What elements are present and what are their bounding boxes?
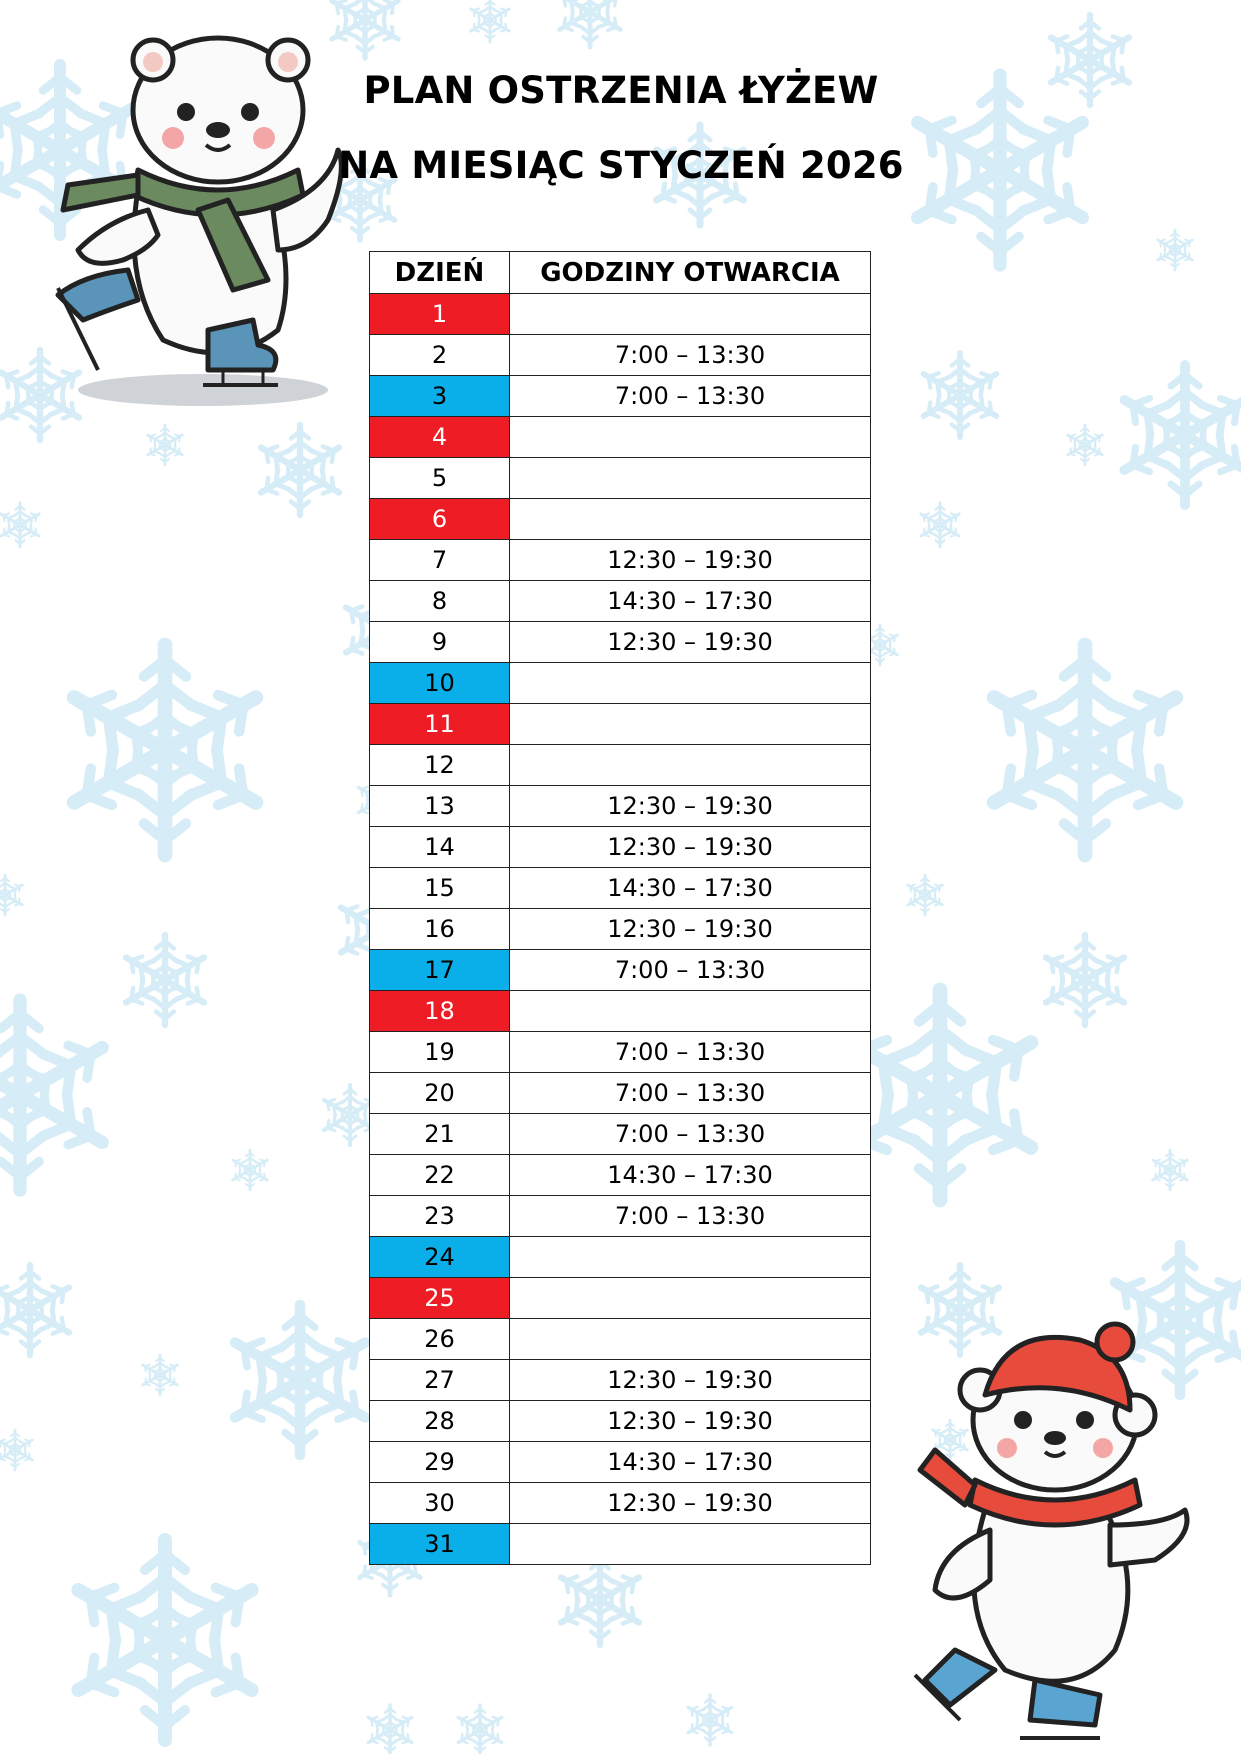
day-cell: 20 [370, 1073, 510, 1114]
day-cell: 12 [370, 745, 510, 786]
table-row [370, 1401, 871, 1442]
day-cell: 16 [370, 909, 510, 950]
table-row [370, 540, 871, 581]
day-cell: 30 [370, 1483, 510, 1524]
hours-cell [510, 663, 871, 704]
table-row [370, 458, 871, 499]
table-row [370, 294, 871, 335]
day-cell: 27 [370, 1360, 510, 1401]
day-cell: 29 [370, 1442, 510, 1483]
table-row [370, 499, 871, 540]
table-header-row [370, 252, 871, 294]
day-cell: 26 [370, 1319, 510, 1360]
day-cell: 13 [370, 786, 510, 827]
snowflake-icon [905, 75, 1094, 265]
day-cell: 14 [370, 827, 510, 868]
snowflake-icon [0, 1430, 35, 1470]
hours-cell [510, 1278, 871, 1319]
hours-cell [510, 1524, 871, 1565]
hours-cell: 12:30 – 19:30 [510, 909, 871, 950]
table-row [370, 335, 871, 376]
day-cell: 15 [370, 868, 510, 909]
day-cell: 1 [370, 294, 510, 335]
snowflake-icon [255, 425, 345, 515]
table-row [370, 581, 871, 622]
snowflake-icon [225, 1305, 374, 1455]
day-cell: 25 [370, 1278, 510, 1319]
day-cell: 2 [370, 335, 510, 376]
hours-cell: 12:30 – 19:30 [510, 540, 871, 581]
hours-cell: 12:30 – 19:30 [510, 1483, 871, 1524]
table-row [370, 704, 871, 745]
table-row [370, 1237, 871, 1278]
hours-cell: 14:30 – 17:30 [510, 1442, 871, 1483]
day-cell: 18 [370, 991, 510, 1032]
snowflake-icon [120, 935, 210, 1025]
sharpening-schedule-table [369, 251, 871, 1565]
table-row [370, 1483, 871, 1524]
table-row [370, 1319, 871, 1360]
snowflake-icon [1150, 1150, 1190, 1190]
hours-cell [510, 991, 871, 1032]
snowflake-icon [1065, 425, 1105, 465]
header-day: DZIEŃ [370, 252, 510, 294]
snowflake-icon [1040, 935, 1130, 1025]
hours-cell [510, 1237, 871, 1278]
day-cell: 21 [370, 1114, 510, 1155]
snowflake-icon [65, 1540, 264, 1740]
hours-cell: 14:30 – 17:30 [510, 868, 871, 909]
day-cell: 11 [370, 704, 510, 745]
hours-cell: 14:30 – 17:30 [510, 1155, 871, 1196]
table-row [370, 1524, 871, 1565]
table-row [370, 376, 871, 417]
snowflake-icon [555, 1555, 645, 1645]
day-cell: 6 [370, 499, 510, 540]
day-cell: 8 [370, 581, 510, 622]
day-cell: 23 [370, 1196, 510, 1237]
snowflake-icon [230, 1150, 270, 1190]
snowflake-icon [1115, 365, 1241, 505]
table-row [370, 1360, 871, 1401]
snowflake-icon [0, 875, 25, 915]
day-cell: 22 [370, 1155, 510, 1196]
table-row [370, 663, 871, 704]
table-row [370, 417, 871, 458]
day-cell: 31 [370, 1524, 510, 1565]
header-opening-hours: GODZINY OTWARCIA [510, 252, 871, 294]
snowflake-icon [905, 875, 945, 915]
table-row [370, 827, 871, 868]
hours-cell: 12:30 – 19:30 [510, 827, 871, 868]
hours-cell [510, 458, 871, 499]
snowflake-icon [980, 645, 1189, 855]
snowflake-icon [1045, 15, 1135, 105]
snowflake-icon [60, 645, 269, 855]
hours-cell [510, 1319, 871, 1360]
snowflake-icon [0, 1000, 115, 1190]
hours-cell: 7:00 – 13:30 [510, 1032, 871, 1073]
polar-bear-skater-red-hat-icon [895, 1320, 1235, 1750]
snowflake-icon [468, 0, 512, 42]
hours-cell: 12:30 – 19:30 [510, 622, 871, 663]
table-row [370, 909, 871, 950]
day-cell: 24 [370, 1237, 510, 1278]
day-cell: 5 [370, 458, 510, 499]
table-row [370, 1196, 871, 1237]
day-cell: 9 [370, 622, 510, 663]
hours-cell: 7:00 – 13:30 [510, 1073, 871, 1114]
table-row [370, 786, 871, 827]
snowflake-icon [685, 1695, 735, 1745]
hours-cell: 7:00 – 13:30 [510, 1114, 871, 1155]
table-row [370, 1073, 871, 1114]
day-cell: 28 [370, 1401, 510, 1442]
hours-cell: 12:30 – 19:30 [510, 786, 871, 827]
polar-bear-skater-green-scarf-icon [28, 20, 358, 420]
snowflake-icon [555, 0, 625, 47]
hours-cell [510, 417, 871, 458]
snowflake-icon [0, 503, 42, 547]
hours-cell: 12:30 – 19:30 [510, 1360, 871, 1401]
table-row [370, 950, 871, 991]
hours-cell: 7:00 – 13:30 [510, 1196, 871, 1237]
hours-cell: 12:30 – 19:30 [510, 1401, 871, 1442]
table-row [370, 622, 871, 663]
snowflake-icon [145, 425, 185, 465]
day-cell: 17 [370, 950, 510, 991]
hours-cell [510, 704, 871, 745]
hours-cell [510, 499, 871, 540]
hours-cell: 7:00 – 13:30 [510, 950, 871, 991]
snowflake-icon [140, 1355, 180, 1395]
table-row [370, 745, 871, 786]
day-cell: 10 [370, 663, 510, 704]
snowflake-icon [0, 1265, 75, 1355]
table-row [370, 868, 871, 909]
table-row [370, 1155, 871, 1196]
snowflake-icon [918, 503, 962, 547]
hours-cell [510, 745, 871, 786]
page-title: PLAN OSTRZENIA ŁYŻEW [363, 69, 879, 112]
day-cell: 3 [370, 376, 510, 417]
day-cell: 19 [370, 1032, 510, 1073]
hours-cell: 7:00 – 13:30 [510, 376, 871, 417]
hours-cell: 14:30 – 17:30 [510, 581, 871, 622]
snowflake-icon [918, 353, 1002, 437]
page-subtitle: NA MIESIĄC STYCZEŃ 2026 [338, 144, 904, 187]
table-row [370, 1442, 871, 1483]
day-cell: 7 [370, 540, 510, 581]
table-row [370, 991, 871, 1032]
snowflake-icon [1155, 230, 1195, 270]
snowflake-icon [455, 1705, 505, 1754]
table-row [370, 1114, 871, 1155]
table-row [370, 1278, 871, 1319]
snowflake-icon [365, 1705, 415, 1754]
day-cell: 4 [370, 417, 510, 458]
hours-cell [510, 294, 871, 335]
table-row [370, 1032, 871, 1073]
hours-cell: 7:00 – 13:30 [510, 335, 871, 376]
